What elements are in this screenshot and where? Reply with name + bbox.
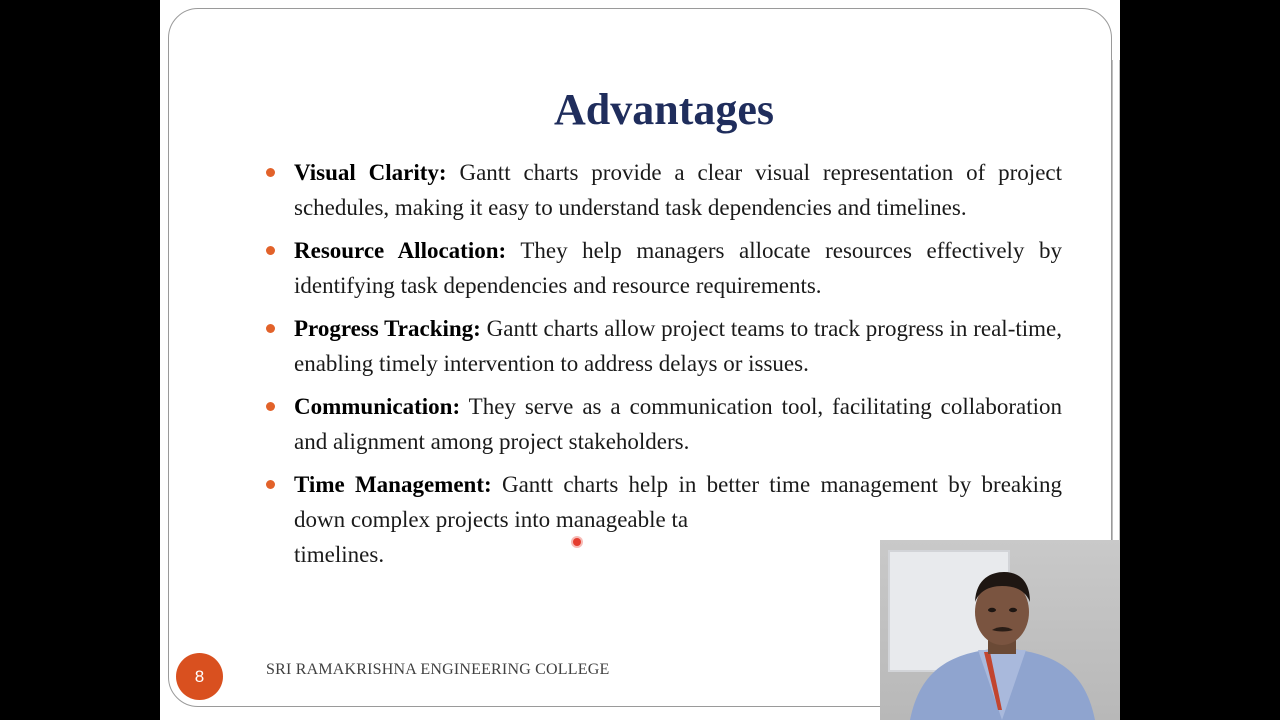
bullet-dot-icon — [266, 324, 275, 333]
bullet-list — [266, 155, 1062, 580]
bullet-text: Gantt charts help in better time management by breaking down complex projects into manageable ta — [294, 472, 1062, 532]
bullet-text: Gantt charts provide a clear visual representation of project schedules, making it easy to understand task dependencies and timelines. — [294, 160, 1062, 220]
webcam-overlay — [880, 540, 1120, 720]
bullet-dot-icon — [266, 168, 275, 177]
bullet-term: Visual Clarity: — [294, 160, 447, 185]
bullet-item-communication — [266, 389, 1062, 459]
slide-title: Advantages — [553, 85, 775, 134]
bullet-item-resource-allocation — [266, 233, 1062, 303]
laser-pointer-dot-icon — [573, 538, 581, 546]
bullet-text: Gantt charts allow project teams to track progress in real-time, enabling timely intervention to address delays or issues. — [294, 316, 1062, 376]
bullet-item-progress-tracking — [266, 311, 1062, 381]
bullet-item-visual-clarity — [266, 155, 1062, 225]
bullet-dot-icon — [266, 246, 275, 255]
presenter-video-icon — [880, 540, 1120, 720]
page-number-badge: 8 — [176, 653, 223, 700]
bullet-dot-icon — [266, 480, 275, 489]
bullet-term: Resource Allocation: — [294, 238, 507, 263]
bullet-text: They serve as a communication tool, facilitating collaboration and alignment among project stakeholders. — [294, 394, 1062, 454]
bullet-term: Communication: — [294, 394, 461, 419]
footer-college-name: SRI RAMAKRISHNA ENGINEERING COLLEGE — [266, 661, 610, 678]
bullet-text-tail: timelines. — [294, 542, 385, 567]
bullet-dot-icon — [266, 402, 275, 411]
bullet-term: Time Management: — [294, 472, 492, 497]
bullet-text: They help managers allocate resources effectively by identifying task dependencies and resource requirements. — [294, 238, 1062, 298]
bullet-term: Progress Tracking: — [294, 316, 481, 341]
